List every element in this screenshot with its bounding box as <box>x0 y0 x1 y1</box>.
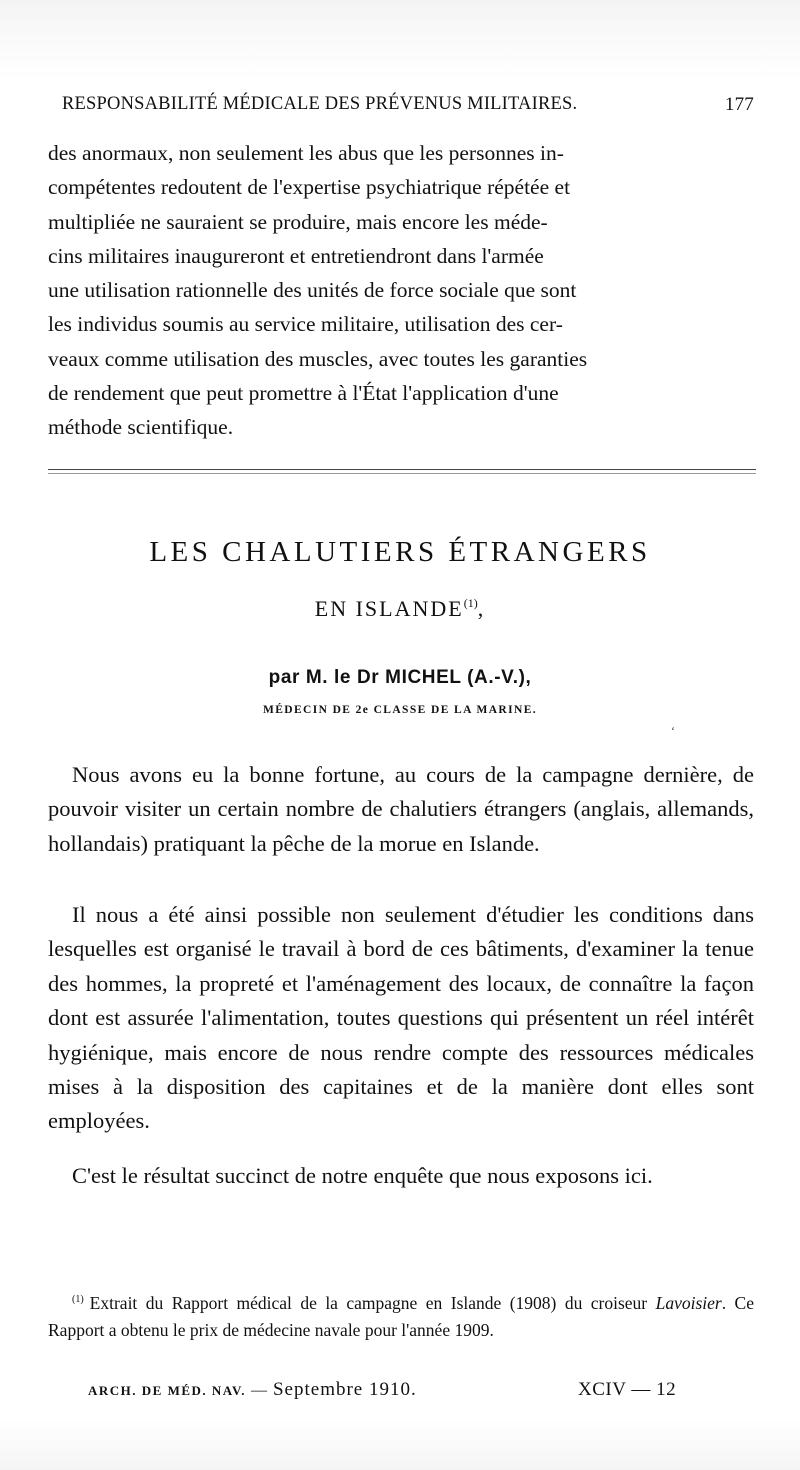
signature-line <box>48 1379 754 1409</box>
signature-left <box>88 1379 417 1401</box>
running-head <box>62 94 754 124</box>
running-title: RESPONSABILITÉ MÉDICALE DES PRÉVENUS MILITAIRES. <box>62 94 578 114</box>
stray-mark: ‘ <box>671 724 675 738</box>
footnote <box>48 1286 754 1344</box>
text-line: les individus soumis au service militaire, utilisation des cer- <box>48 312 563 337</box>
footnote-text-before: Extrait du Rapport médical de la campagne en Islande (1908) du croiseur <box>89 1293 656 1313</box>
article-subtitle <box>0 596 800 622</box>
body-paragraph-3: C'est le résultat succinct de notre enquête que nous exposons ici. <box>72 1163 653 1188</box>
body-paragraph-1: Nous avons eu la bonne fortune, au cours de la campagne dernière, de pouvoir visiter un certain nombre de chalutiers étrangers (anglais, allemands, hollandais) pratiquant la pêche de la morue en Islande. <box>48 762 754 856</box>
section-divider <box>48 469 756 470</box>
footnote-text-after: . Ce Rapport a obtenu le prix de médecine navale pour l'année 1909. <box>48 1293 754 1340</box>
issue-date: Septembre 1910. <box>272 1379 417 1400</box>
text-line: multipliée ne sauraient se produire, mais encore les méde- <box>48 209 548 234</box>
journal-abbrev: ARCH. DE MÉD. NAV. <box>88 1383 246 1398</box>
sheet-signature: XCIV — 12 <box>578 1379 677 1400</box>
subtitle-punct: , <box>477 596 486 621</box>
text-line: cins militaires inaugureront et entretiendront dans l'armée <box>48 243 544 268</box>
text-line: une utilisation rationnelle des unités de force sociale que sont <box>48 278 577 303</box>
footnote-mark: (1) <box>72 1294 84 1305</box>
signature-dash: — <box>250 1382 268 1399</box>
footnote-reference: (1) <box>463 596 478 610</box>
section-divider-thin <box>48 473 756 474</box>
author-line: par M. le Dr MICHEL (A.-V.), <box>268 667 532 688</box>
text-line: des anormaux, non seulement les abus que les personnes in- <box>48 141 564 165</box>
page-number: 177 <box>724 94 754 115</box>
text-line: méthode scientifique. <box>48 415 234 440</box>
subtitle-text: EN ISLANDE <box>314 596 464 621</box>
text-line: compétentes redoutent de l'expertise psychiatrique répétée et <box>48 175 571 200</box>
top-paragraph <box>48 136 754 445</box>
footnote-ship-name: Lavoisier <box>655 1293 722 1313</box>
author-affiliation: MÉDECIN DE 2e CLASSE DE LA MARINE. <box>262 704 538 716</box>
text-line: de rendement que peut promettre à l'État l'application d'une <box>48 381 559 406</box>
article-title: LES CHALUTIERS ÉTRANGERS <box>149 536 651 568</box>
body-paragraph-2: Il nous a été ainsi possible non seulement d'étudier les conditions dans lesquelles est organisé le travail à bord de ces bâtiments, d'examiner la tenue des hommes, la propreté et l'aménagement des locaux, de connaître la façon dont est assurée l'alimentation, toutes questions qui présentent un réel intérêt hygiénique, mais encore de nous rendre compte des ressources médicales mises à la disposition des capitaines et de la manière dont elles sont employées. <box>48 902 754 1134</box>
text-line: veaux comme utilisation des muscles, avec toutes les garanties <box>48 346 588 371</box>
